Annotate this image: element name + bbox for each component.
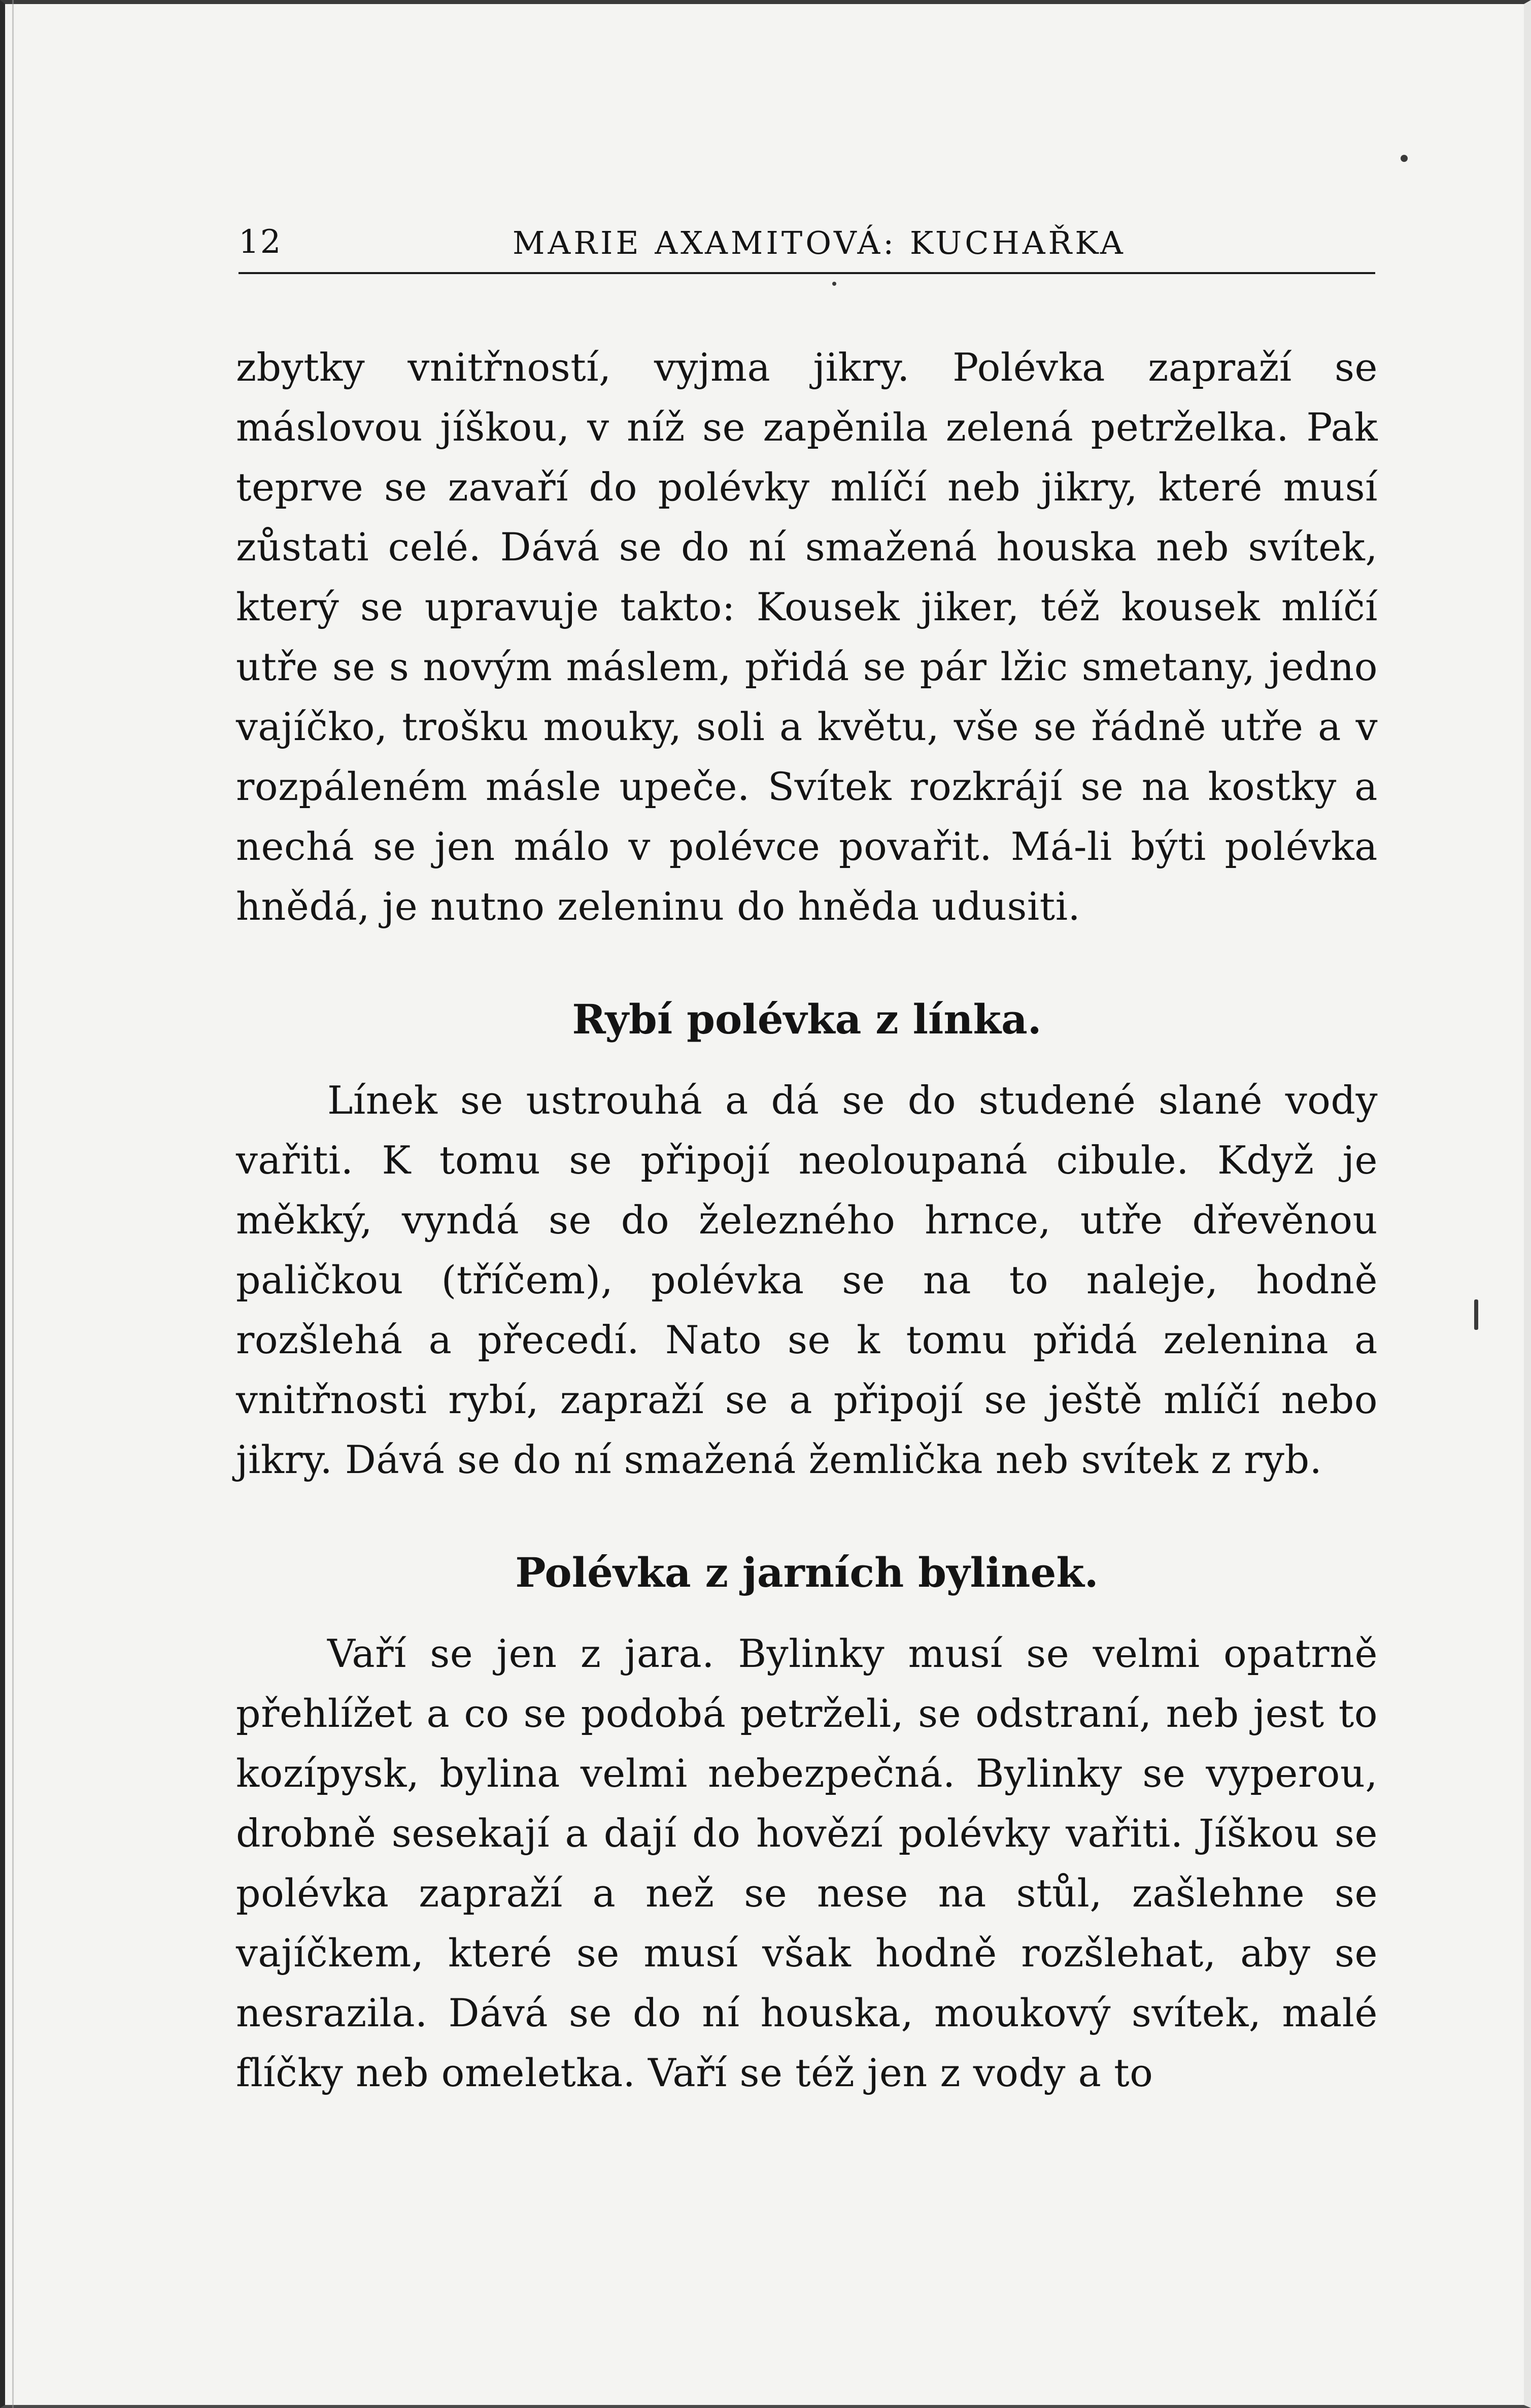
section-heading-fish-soup: Rybí polévka z línka. [572,995,1042,1043]
page-header [239,223,1375,274]
scan-speck [1474,1299,1478,1330]
paragraph-continuation: zbytky vnitřností, vyjma jikry. Polévka zapraží se máslovou jíškou, v níž se zapěnila zelená petrželka. Pak teprve se zavaří do polévky mlíčí neb jikry, které musí zůstati celé. Dává se do ní smažená houska neb svítek, který se upravuje takto: Kousek jiker, též kousek mlíčí utře se s novým máslem, přidá se pár lžic smetany, jedno vajíčko, trošku mouky, soli a květu, vše se řádně utře a v rozpáleném másle upeče. Svítek rozkrájí se na kostky a nechá se jen málo v polévce povařit. Má-li býti polévka hnědá, je nutno zeleninu do hněda udusiti. [236,345,1378,929]
page-body [236,338,1378,2103]
scan-speck [832,282,836,286]
page-number: 12 [239,223,282,261]
binding-edge [12,0,14,2408]
paragraph-fish-soup: Línek se ustrouhá a dá se do studené slané vody vařiti. K tomu se připojí neoloupaná cibule. Když je měkký, vyndá se do železného hrnce, utře dřevěnou paličkou (tříčem), polévka se na to naleje, hodně rozšlehá a přecedí. Nato se k tomu přidá zelenina a vnitřnosti rybí, zapraží se a připojí se ještě mlíčí nebo jikry. Dává se do ní smažená žemlička neb svítek z ryb. [236,1078,1378,1482]
paragraph-spring-herb-soup: Vaří se jen z jara. Bylinky musí se velmi opatrně přehlížet a co se podobá petrželi, se odstraní, neb jest to kozípysk, bylina velmi nebezpečná. Bylinky se vyperou, drobně sesekají a dají do hovězí polévky vařiti. Jíškou se polévka zapraží a než se nese na stůl, zašlehne se vajíčkem, které se musí však hodně rozšlehat, aby se nesrazila. Dává se do ní houska, moukový svítek, malé flíčky neb omeletka. Vaří se též jen z vody a to [236,1631,1378,2095]
scan-speck [1401,155,1408,162]
section-heading-spring-herb-soup: Polévka z jarních bylinek. [515,1549,1099,1596]
header-rule [239,272,1375,274]
running-head: MARIE AXAMITOVÁ: KUCHAŘKA [513,224,1126,261]
